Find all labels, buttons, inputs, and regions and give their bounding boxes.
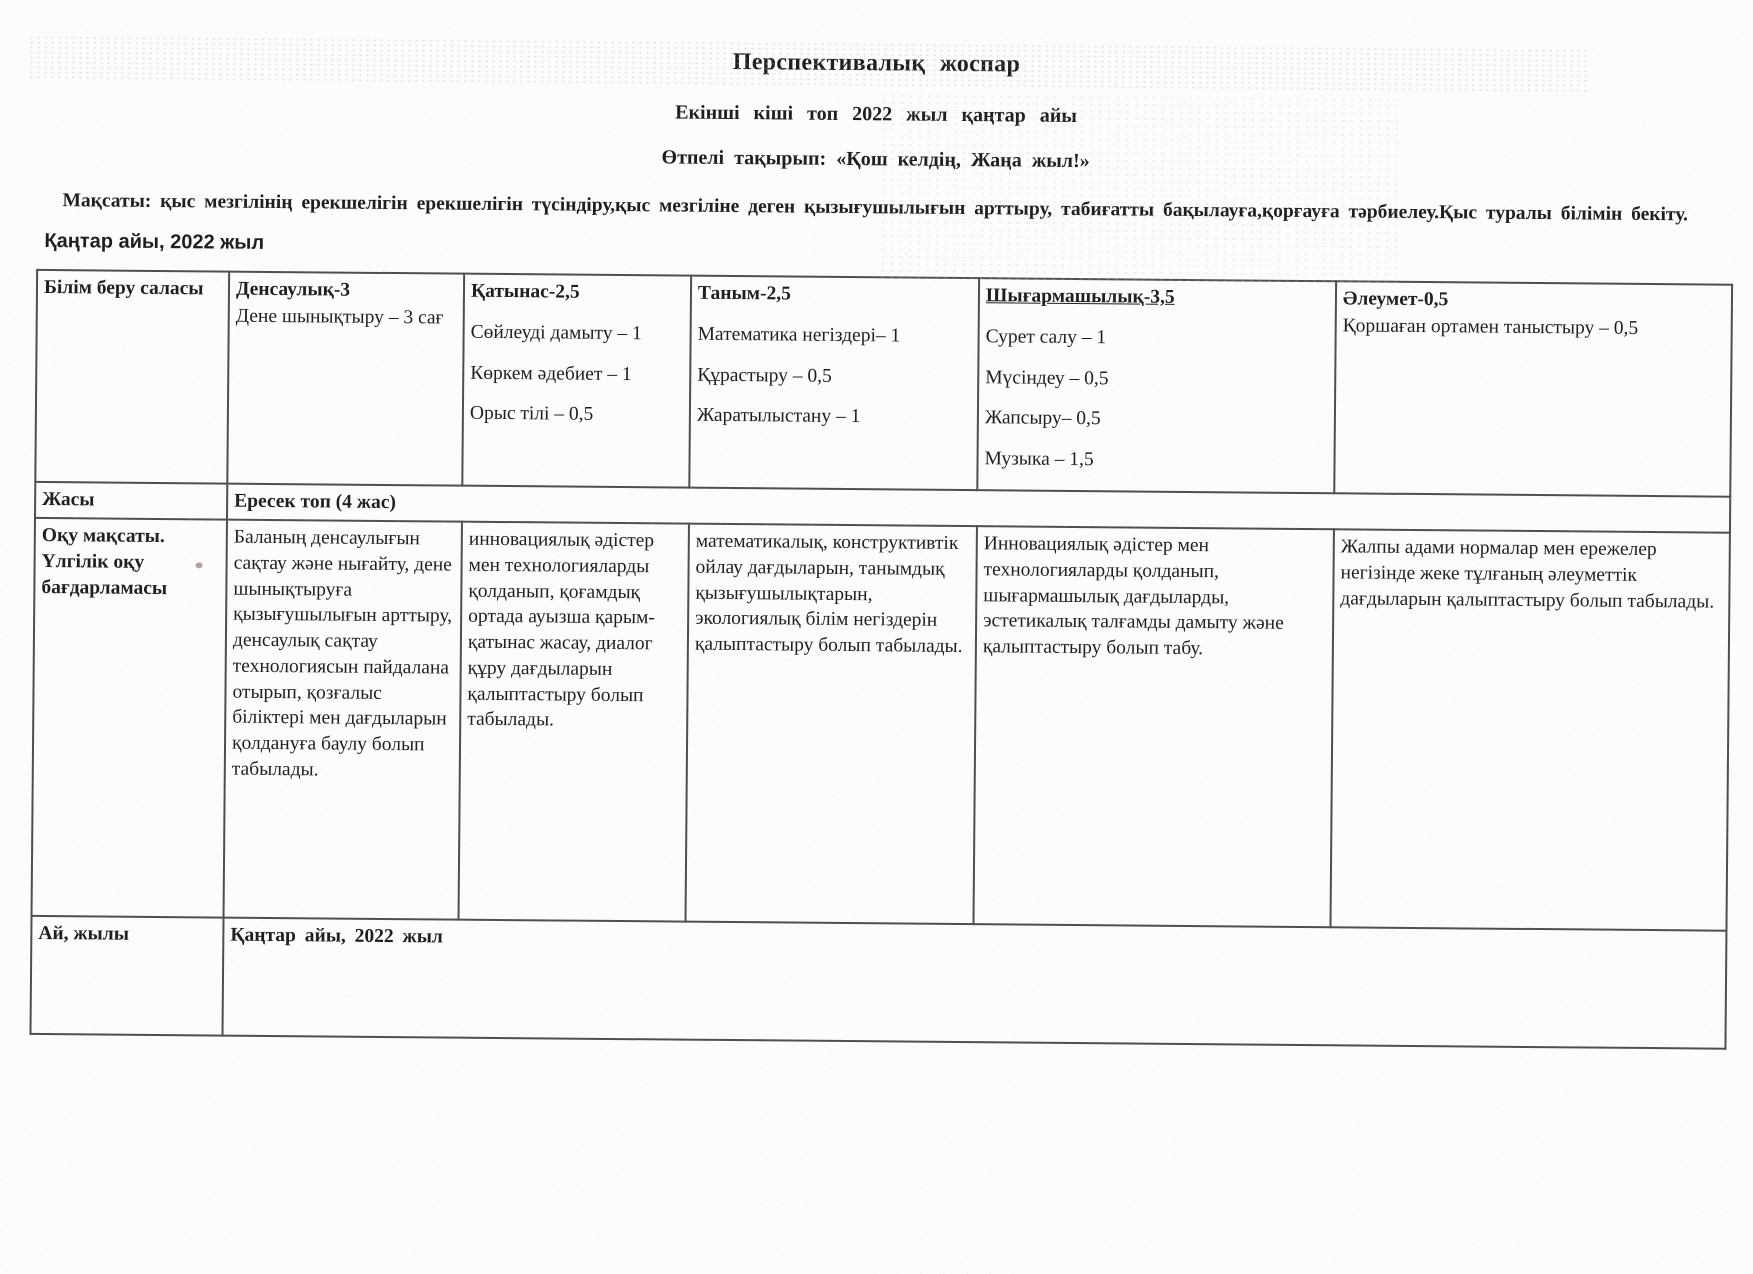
communication-goal-cell: инновациялық әдістер мен технологияларды қолданып, қоғамдық ортада ауызша қарым-қатынас жасау, диалог құру дағдыларын қалыптастыру болып табылады. [459,522,689,922]
month-year-label: Қаңтар айы, 2022 жыл [44,230,265,255]
health-goal-cell: Баланың денсаулығын сақтау және нығайту, дене шынықтыруға қызығушылығын арттыру, денсаулық сақтау технологиясын пайдалана отырып, қозғалыс біліктері мен дағдыларын қолдануға баулу болып табылады. [224,520,462,920]
creativity-area-item: Сурет салу – 1 [985,326,1107,349]
communication-area-title: Қатынас-2,5 [470,280,580,303]
creativity-area-item: Жапсыру– 0,5 [984,407,1101,430]
communication-area-item: Көркем әдебиет – 1 [470,362,632,385]
communication-area-item: Орыс тілі – 0,5 [469,403,594,426]
communication-area-item: Сөйлеуді дамыту – 1 [470,321,642,345]
table-row-month [30,916,1726,1049]
health-area-cell [227,272,464,486]
creativity-area-cell [977,278,1336,493]
creativity-area-title: Шығармашылық-3,5 [985,285,1175,309]
scan-speck [196,562,203,568]
cognition-area-item: Жаратылыстану – 1 [696,405,861,428]
learning-goal-label-cell: Оқу мақсаты. Үлгілік оқу бағдарламасы [32,518,227,918]
cognition-area-item: Математика негіздері– 1 [697,323,901,347]
creativity-goal-cell: Инновациялық әдістер мен технологияларды қолданып, шығармашылық дағдыларды, эстетикалық талғамды дамыту және қалыптастыру болып табу. [973,526,1333,927]
cognition-area-item: Құрастыру – 0,5 [697,364,832,387]
goal-paragraph: Мақсаты: қыс мезгілінің ерекшелігін ерекшелігін түсіндіру,қыс мезгіліне деген қызығушылығын арттыру, табиғатты бақылауға,қорғауға тәрбиелеу.Қыс туралы білімін бекіту. [62,190,1689,226]
cognition-area-title: Таным-2,5 [697,282,791,305]
perspective-plan-table [29,269,1733,1050]
table-row-education-areas [35,270,1732,497]
document-header [0,0,1753,231]
health-area-item: Дене шынықтыру – 3 сағ [235,305,444,329]
creativity-area-item: Музыка – 1,5 [984,448,1094,471]
group-subtitle: Екінші кіші топ 2022 жыл қаңтар айы [675,101,1078,128]
creativity-area-item: Мүсіндеу – 0,5 [985,366,1109,389]
social-area-cell [1334,281,1732,496]
social-area-item: Қоршаған ортамен таныстыру – 0,5 [1342,315,1639,339]
cognition-area-cell [689,276,979,491]
month-label-cell: Ай, жылы [30,916,223,1036]
education-area-label-cell: Білім беру саласы [35,270,229,484]
social-area-title: Әлеумет-0,5 [1342,288,1449,311]
communication-area-cell [462,274,691,488]
age-value-cell: Ересек топ (4 жас) [227,484,1730,533]
social-goal-cell: Жалпы адами нормалар мен ережелер негізінде жеке тұлғаның әлеуметтік дағдыларын қалыптастыру болып табылады. [1330,529,1729,930]
health-area-title: Денсаулық-3 [235,278,351,301]
age-label-cell: Жасы [35,482,227,520]
month-value-cell: Қаңтар айы, 2022 жыл [222,918,1726,1049]
transitional-theme-line: Өтпелі тақырып: «Қош келдің, Жаңа жыл!» [661,146,1090,173]
cognition-goal-cell: математикалық, конструктивтік ойлау дағдыларын, танымдық қызығушылықтарын, экологиялық білім негіздерін қалыптастыру болып табылады. [685,524,976,924]
table-row-learning-goal [32,518,1730,931]
page-title: Перспективалық жоспар [732,48,1021,78]
